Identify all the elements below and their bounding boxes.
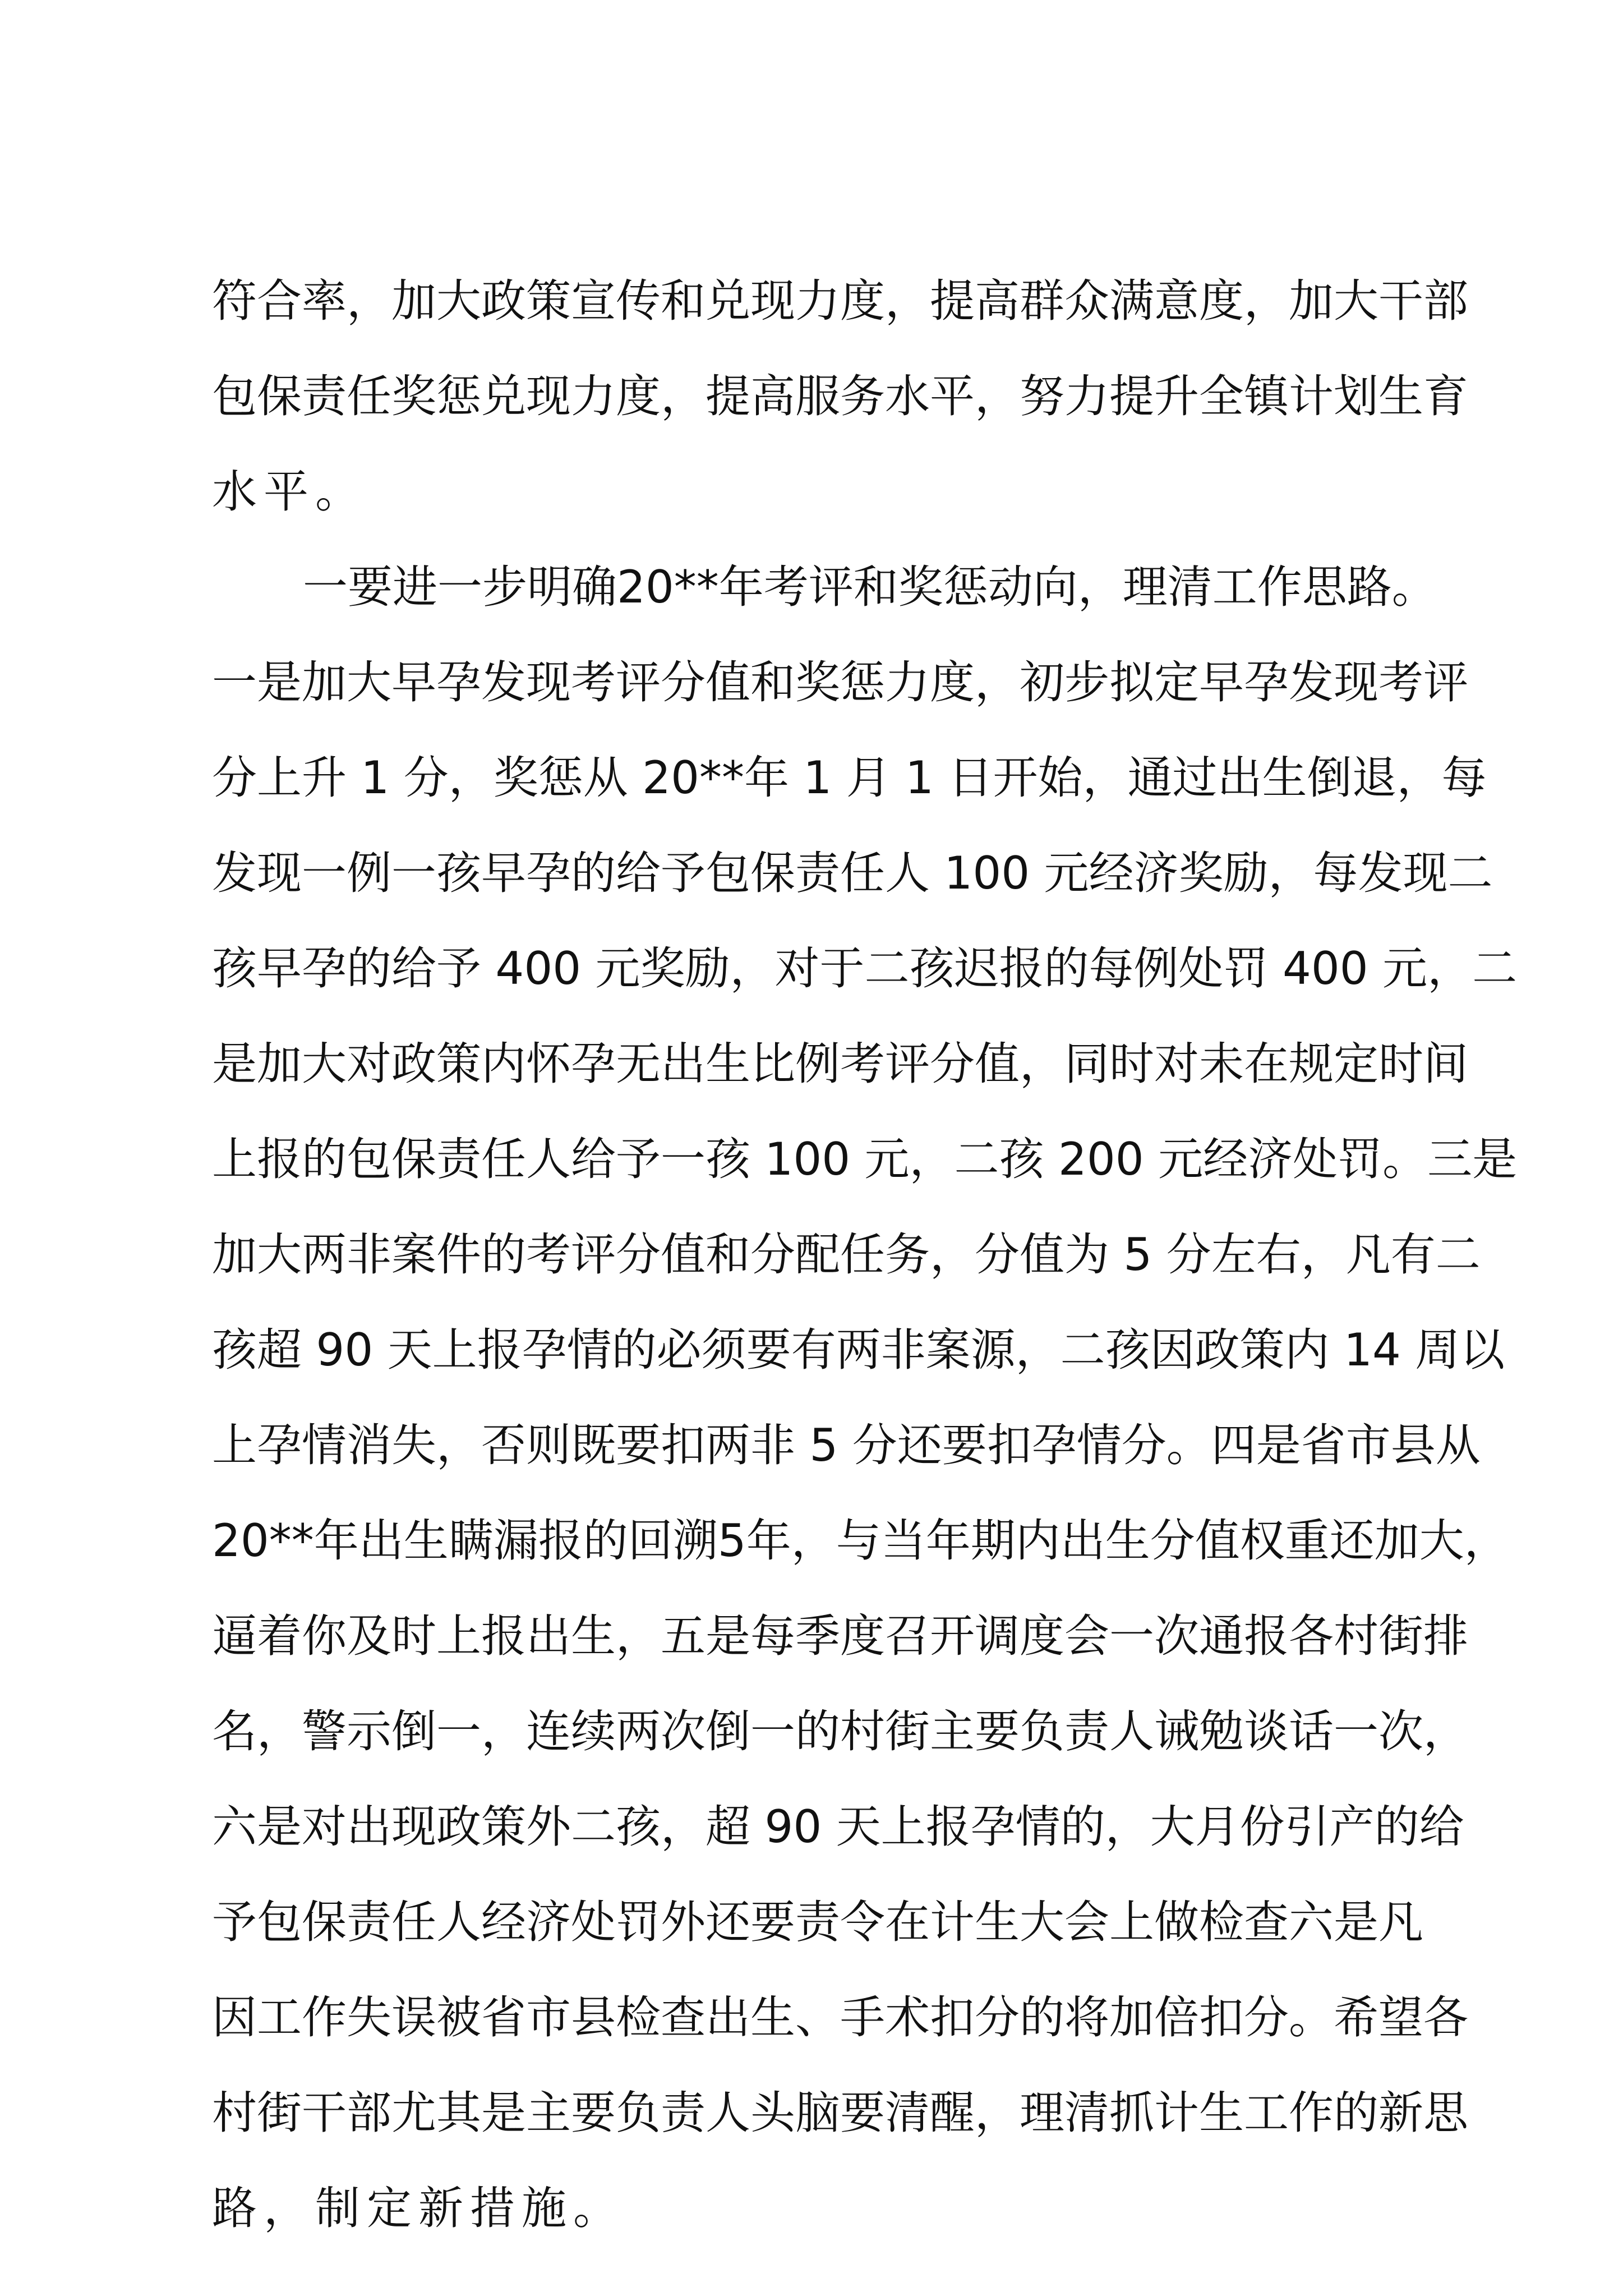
body-line: 包保责任奖惩兑现力度，提高服务水平，努力提升全镇计划生育 — [212, 370, 1468, 422]
body-line: 分上升 1 分，奖惩从 20**年 1 月 1 日开始，通过出生倒退，每 — [212, 752, 1487, 804]
body-line: 路，制定新措施。 — [212, 2182, 625, 2234]
paragraph-first-line: 一要进一步明确20**年考评和奖惩动向，理清工作思路。 — [303, 561, 1437, 613]
body-line: 孩超 90 天上报孕情的必须要有两非案源，二孩因政策内 14 周以 — [212, 1324, 1505, 1376]
body-line: 逼着你及时上报出生，五是每季度召开调度会一次通报各村街排 — [212, 1610, 1468, 1662]
body-line: 一是加大早孕发现考评分值和奖惩力度，初步拟定早孕发现考评 — [212, 656, 1468, 708]
body-line: 予包保责任人经济处罚外还要责令在计生大会上做检查六是凡 — [212, 1896, 1423, 1948]
body-line: 上报的包保责任人给予一孩 100 元，二孩 200 元经济处罚。三是 — [212, 1133, 1518, 1185]
body-line: 符合率，加大政策宣传和兑现力度，提高群众满意度，加大干部 — [212, 275, 1468, 327]
body-line: 村街干部尤其是主要负责人头脑要清醒，理清抓计生工作的新思 — [212, 2087, 1468, 2139]
body-line: 六是对出现政策外二孩，超 90 天上报孕情的，大月份引产的给 — [212, 1801, 1464, 1853]
body-line: 上孕情消失，否则既要扣两非 5 分还要扣孕情分。四是省市县从 — [212, 1419, 1481, 1471]
body-line: 发现一例一孩早孕的给予包保责任人 100 元经济奖励，每发现二 — [212, 847, 1493, 899]
body-line: 水平。 — [212, 466, 367, 518]
body-line: 是加大对政策内怀孕无出生比例考评分值，同时对未在规定时间 — [212, 1038, 1468, 1090]
body-line: 名，警示倒一，连续两次倒一的村街主要负责人诫勉谈话一次， — [212, 1705, 1468, 1757]
body-line: 加大两非案件的考评分值和分配任务，分值为 5 分左右，凡有二 — [212, 1228, 1481, 1281]
body-line: 20**年出生瞒漏报的回溯5年，与当年期内出生分值权重还加大， — [212, 1515, 1509, 1567]
body-line: 孩早孕的给予 400 元奖励，对于二孩迟报的每例处罚 400 元，二 — [212, 942, 1518, 995]
body-line: 因工作失误被省市县检查出生、手术扣分的将加倍扣分。希望各 — [212, 1991, 1468, 2044]
